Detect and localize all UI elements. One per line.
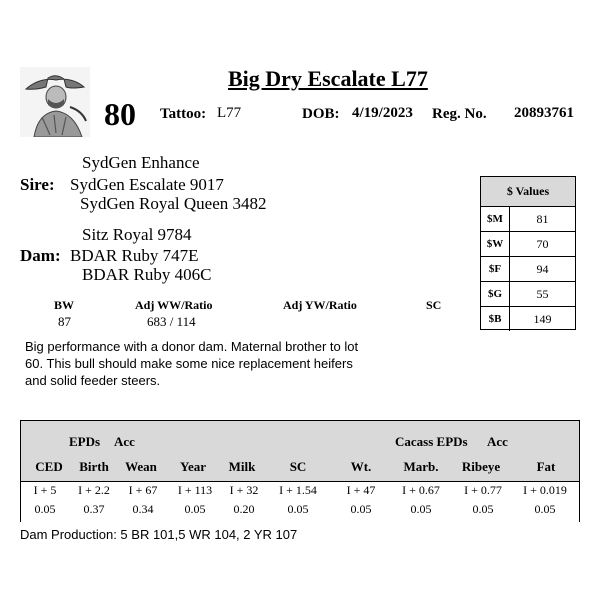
reg-value: 20893761 [514,105,574,121]
bw-label: BW [54,298,75,312]
dam-name: BDAR Ruby 747E [70,246,199,265]
epd-col-header: SC [289,459,307,474]
epd-col-header: Fat [536,459,556,474]
epd-col-header: Birth [79,459,109,474]
carcass-acc-heading: Acc [487,434,508,449]
sc-label: SC [426,298,442,312]
epd-accuracy: 0.05 [287,502,309,516]
reg-label: Reg. No. [432,106,487,122]
dollar-value-label: $M [481,207,510,231]
dollar-value-label: $G [481,282,510,306]
dob-label: DOB: [302,106,340,122]
dollar-values-box [480,176,576,330]
dam-sire: Sitz Royal 9784 [82,225,192,244]
dollar-value-amount: 55 [536,286,549,301]
epd-value: I + 1.54 [279,483,317,497]
epd-table [20,420,580,522]
dollar-value-label: $W [481,232,510,256]
epd-group-heading: EPDs [69,434,101,449]
epd-accuracy: 0.05 [534,502,556,516]
epd-value: I + 0.019 [523,483,567,497]
dam-production-text: Dam Production: 5 BR 101,5 WR 104, 2 YR 107 [20,527,298,542]
epd-col-header: Ribeye [461,459,501,474]
dollar-value-label: $B [481,307,510,331]
dollar-value-row [481,207,575,232]
epd-accuracy: 0.05 [410,502,432,516]
epd-acc-heading: Acc [114,434,135,449]
dollar-value-row [481,282,575,307]
epd-col-header: Marb. [403,459,439,474]
epd-col-header: Wean [125,459,157,474]
epd-accuracy: 0.05 [184,502,206,516]
dollar-value-row [481,307,575,331]
epd-col-header: Milk [228,459,256,474]
epd-accuracy: 0.34 [132,502,154,516]
dollar-value-label: $F [481,257,510,281]
lot-number: 80 [104,96,136,132]
dollar-value-row [481,257,575,282]
epd-value: I + 0.67 [402,483,440,497]
epd-value: I + 47 [346,483,376,497]
epd-value: I + 67 [128,483,158,497]
adj-ww-label: Adj WW/Ratio [135,298,213,312]
cowboy-sketch-logo [20,67,90,137]
comments-text: Big performance with a donor dam. Maternal brother to lot 60. This bull should make some nice replacement heifers and solid feeder steers. [25,339,359,388]
epd-col-header: Year [180,459,206,474]
carcass-epd-heading: Cacass EPDs [395,434,468,449]
dam-dam: BDAR Ruby 406C [82,265,212,284]
epd-value: I + 0.77 [464,483,502,497]
epd-accuracy: 0.37 [83,502,105,516]
bw-value: 87 [58,314,71,329]
sire-dam: SydGen Royal Queen 3482 [80,194,267,213]
epd-accuracy: 0.20 [233,502,255,516]
epd-col-header: Wt. [350,459,372,474]
epd-value: I + 2.2 [78,483,110,497]
epd-col-header: CED [35,459,63,474]
epd-value: I + 113 [177,483,213,497]
sire-label: Sire: [20,175,55,194]
epd-accuracy: 0.05 [350,502,372,516]
dollar-values-header: $ Values [481,177,575,207]
tattoo-value: L77 [217,105,242,121]
epd-value: I + 32 [229,483,259,497]
dollar-value-amount: 70 [536,236,549,251]
adj-yw-label: Adj YW/Ratio [283,298,357,312]
tattoo-label: Tattoo: [160,106,207,122]
dob-value: 4/19/2023 [352,105,413,121]
sire-name: SydGen Escalate 9017 [70,175,224,194]
dollar-value-row [481,232,575,257]
animal-name-title: Big Dry Escalate L77 [228,66,428,91]
epd-accuracy: 0.05 [472,502,494,516]
sire-sire: SydGen Enhance [82,153,200,172]
dam-label: Dam: [20,246,61,265]
dollar-value-amount: 149 [533,311,552,326]
epd-accuracy: 0.05 [34,502,56,516]
adj-ww-value: 683 / 114 [147,314,196,329]
epd-value: I + 5 [33,483,57,497]
dollar-value-amount: 94 [536,261,549,276]
dollar-value-amount: 81 [536,211,549,226]
